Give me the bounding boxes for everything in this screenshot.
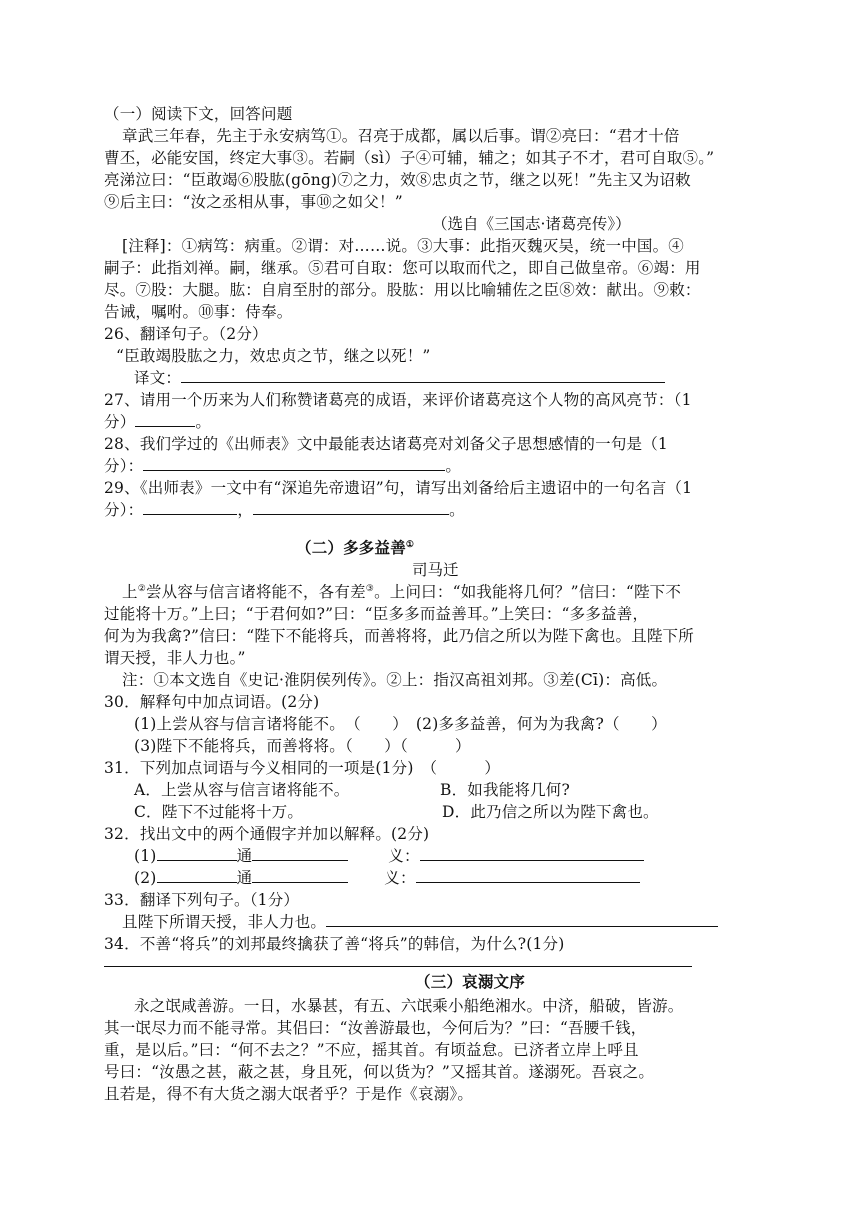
answer-blank[interactable] (252, 846, 348, 861)
passage3-line: 且若是，得不有大货之溺大氓者乎？于是作《哀溺》。 (104, 1085, 474, 1103)
label: (2) (134, 869, 157, 887)
text: 尝从容与信言诸将能不，各有差 (145, 583, 366, 601)
question-31: 31．下列加点词语与今义相同的一项是(1分) （ ） (104, 759, 501, 777)
annotation-line: 告诫，嘱咐。⑩事：侍奉。 (104, 303, 293, 321)
punct: 。 (449, 501, 465, 519)
q29-label: 分）： (104, 501, 144, 519)
answer-blank[interactable] (326, 912, 718, 927)
passage2-line: 谓天授，非人力也。” (104, 649, 246, 667)
question-26-sentence: “臣敢竭股肱之力，效忠贞之节，继之以死！” (116, 347, 431, 365)
footnote-marker: ① (405, 539, 415, 550)
answer-blank[interactable] (252, 868, 348, 883)
option-b[interactable]: B．如我能将几何? (440, 781, 571, 799)
section2-title (296, 538, 860, 558)
passage3-line: 号曰：“汝愚之甚，蔽之甚，身且死，何以货为？”又摇其首。遂溺死。吾哀之。 (104, 1063, 655, 1081)
answer-blank[interactable] (157, 846, 237, 861)
passage2-note: 注：①本文选自《史记·淮阴侯列传》。②上：指汉高祖刘邦。③差(Cī)：高低。 (122, 671, 668, 689)
label: 通 (236, 847, 253, 865)
question-30-items: (3)陛下不能将兵，而善将将。（ ）（ ） (134, 737, 471, 755)
passage3-line: 其一氓尽力而不能寻常。其侣曰：“汝善游最也，今何后为？”曰：“吾腰千钱， (104, 1019, 647, 1037)
answer-blank[interactable] (420, 846, 644, 861)
option-d[interactable]: D．此乃信之所以为陛下禽也。 (442, 803, 659, 821)
translation-label: 译文： (134, 369, 182, 387)
label: 义： (384, 869, 416, 887)
punct: ， (237, 501, 254, 519)
text: 。上问曰：“如我能将几何？”信曰：“陛下不 (374, 583, 682, 601)
question-30: 30．解释句中加点词语。(2分) (104, 693, 320, 711)
footnote-marker: ③ (365, 583, 375, 594)
question-27: 27、请用一个历来为人们称赞诸葛亮的成语，来评价诸葛亮这个人物的高风亮节：（1 (104, 391, 692, 409)
text: 且陛下所谓天授，非人力也。 (122, 913, 327, 931)
passage2-line (122, 582, 782, 602)
answer-blank[interactable] (143, 456, 445, 471)
label: 通 (236, 869, 253, 887)
passage1-line: ⑨后主曰：“汝之丞相从事，事⑩之如父！” (104, 193, 403, 211)
section1-title: （一）阅读下文，回答问题 (104, 105, 293, 123)
label: 义： (388, 847, 420, 865)
question-32-row1 (134, 846, 794, 866)
answer-blank[interactable] (253, 500, 449, 515)
answer-blank[interactable] (143, 500, 237, 515)
author: 司马迁 (412, 561, 459, 579)
passage1-source: （选自《三国志·诸葛亮传》） (432, 215, 631, 233)
question-28: 28、我们学过的《出师表》文中最能表达诸葛亮对刘备父子思想感情的一句是（1 (104, 435, 668, 453)
answer-blank[interactable] (157, 868, 237, 883)
question-28-cont (104, 456, 764, 476)
question-27-cont (104, 412, 764, 432)
passage3-line: 重，是以后。”曰：“何不去之？”不应，摇其首。有顷益怠。已济者立岸上呼且 (104, 1041, 639, 1059)
question-32: 32．找出文中的两个通假字并加以解释。(2分) (104, 825, 430, 843)
question-33: 33．翻译下列句子。（1分） (104, 891, 300, 909)
answer-blank[interactable] (135, 412, 195, 427)
q27-label: 分） (104, 413, 136, 431)
question-29: 29、《出师表》一文中有“深追先帝遗诏”句，请写出刘备给后主遗诏中的一句名言（1 (104, 479, 693, 497)
passage1-line: 亮涕泣曰：“臣敢竭⑥股肱(gōng)⑦之力，效⑧忠贞之节，继之以死！”先主又为诏敕 (104, 171, 691, 189)
question-34: 34．不善“将兵”的刘邦最终擒获了善“将兵”的韩信，为什么?(1分) (104, 935, 565, 953)
question-33-sentence (122, 912, 782, 932)
label: (1) (134, 847, 157, 865)
punct: 。 (445, 457, 462, 475)
option-a[interactable]: A．上尝从容与信言诸将能不。 (134, 781, 350, 799)
question-32-row2 (134, 868, 794, 888)
passage1-line: 章武三年春，先主于永安病笃①。召亮于成都，属以后事。谓②亮曰：“君才十倍 (122, 127, 680, 145)
annotation-line: 嗣子：此指刘禅。嗣，继承。⑤君可自取：您可以取而代之，即自己做皇帝。⑥竭：用 (104, 259, 701, 277)
answer-line[interactable] (104, 966, 692, 967)
question-26-translation (134, 368, 794, 388)
annotation-line: [注释]：①病笃：病重。②谓：对……说。③大事：此指灭魏灭吴，统一中国。④ (122, 237, 684, 255)
option-c[interactable]: C．陛下不过能将十万。 (134, 803, 304, 821)
passage2-line: 何为为我禽?”信曰：“陛下不能将兵，而善将将，此乃信之所以为陛下禽也。且陛下所 (104, 627, 694, 645)
punct: 。 (195, 413, 212, 431)
question-30-items: (1)上尝从容与信言诸将能不。 （ ） (2)多多益善，何为为我禽?（ ） (134, 715, 667, 733)
passage3-line: 永之氓咸善游。一日，水暴甚，有五、六氓乘小船绝湘水。中济，船破，皆游。 (134, 997, 684, 1015)
question-29-cont (104, 500, 764, 520)
annotation-line: 尽。⑦股：大腿。肱：自肩至肘的部分。股肱：用以比喻辅佐之臣⑧效：献出。⑨敕： (104, 281, 701, 299)
passage1-line: 曹丕，必能安国，终定大事③。若嗣（sì）子④可辅，辅之；如其子不才，君可自取⑤。” (104, 149, 715, 167)
q28-label: 分）： (104, 457, 144, 475)
passage2-line: 过能将十万。”上曰；“于君何如?”曰：“臣多多而益善耳。”上笑曰：“多多益善， (104, 605, 649, 623)
question-26: 26、翻译句子。（2分） (104, 325, 268, 343)
text: 上 (122, 583, 138, 601)
answer-blank[interactable] (181, 368, 665, 383)
answer-blank[interactable] (416, 868, 640, 883)
section3-title: （三）哀溺文序 (415, 972, 525, 991)
title-text: （二）多多益善 (296, 538, 406, 557)
footnote-marker: ② (137, 583, 146, 594)
